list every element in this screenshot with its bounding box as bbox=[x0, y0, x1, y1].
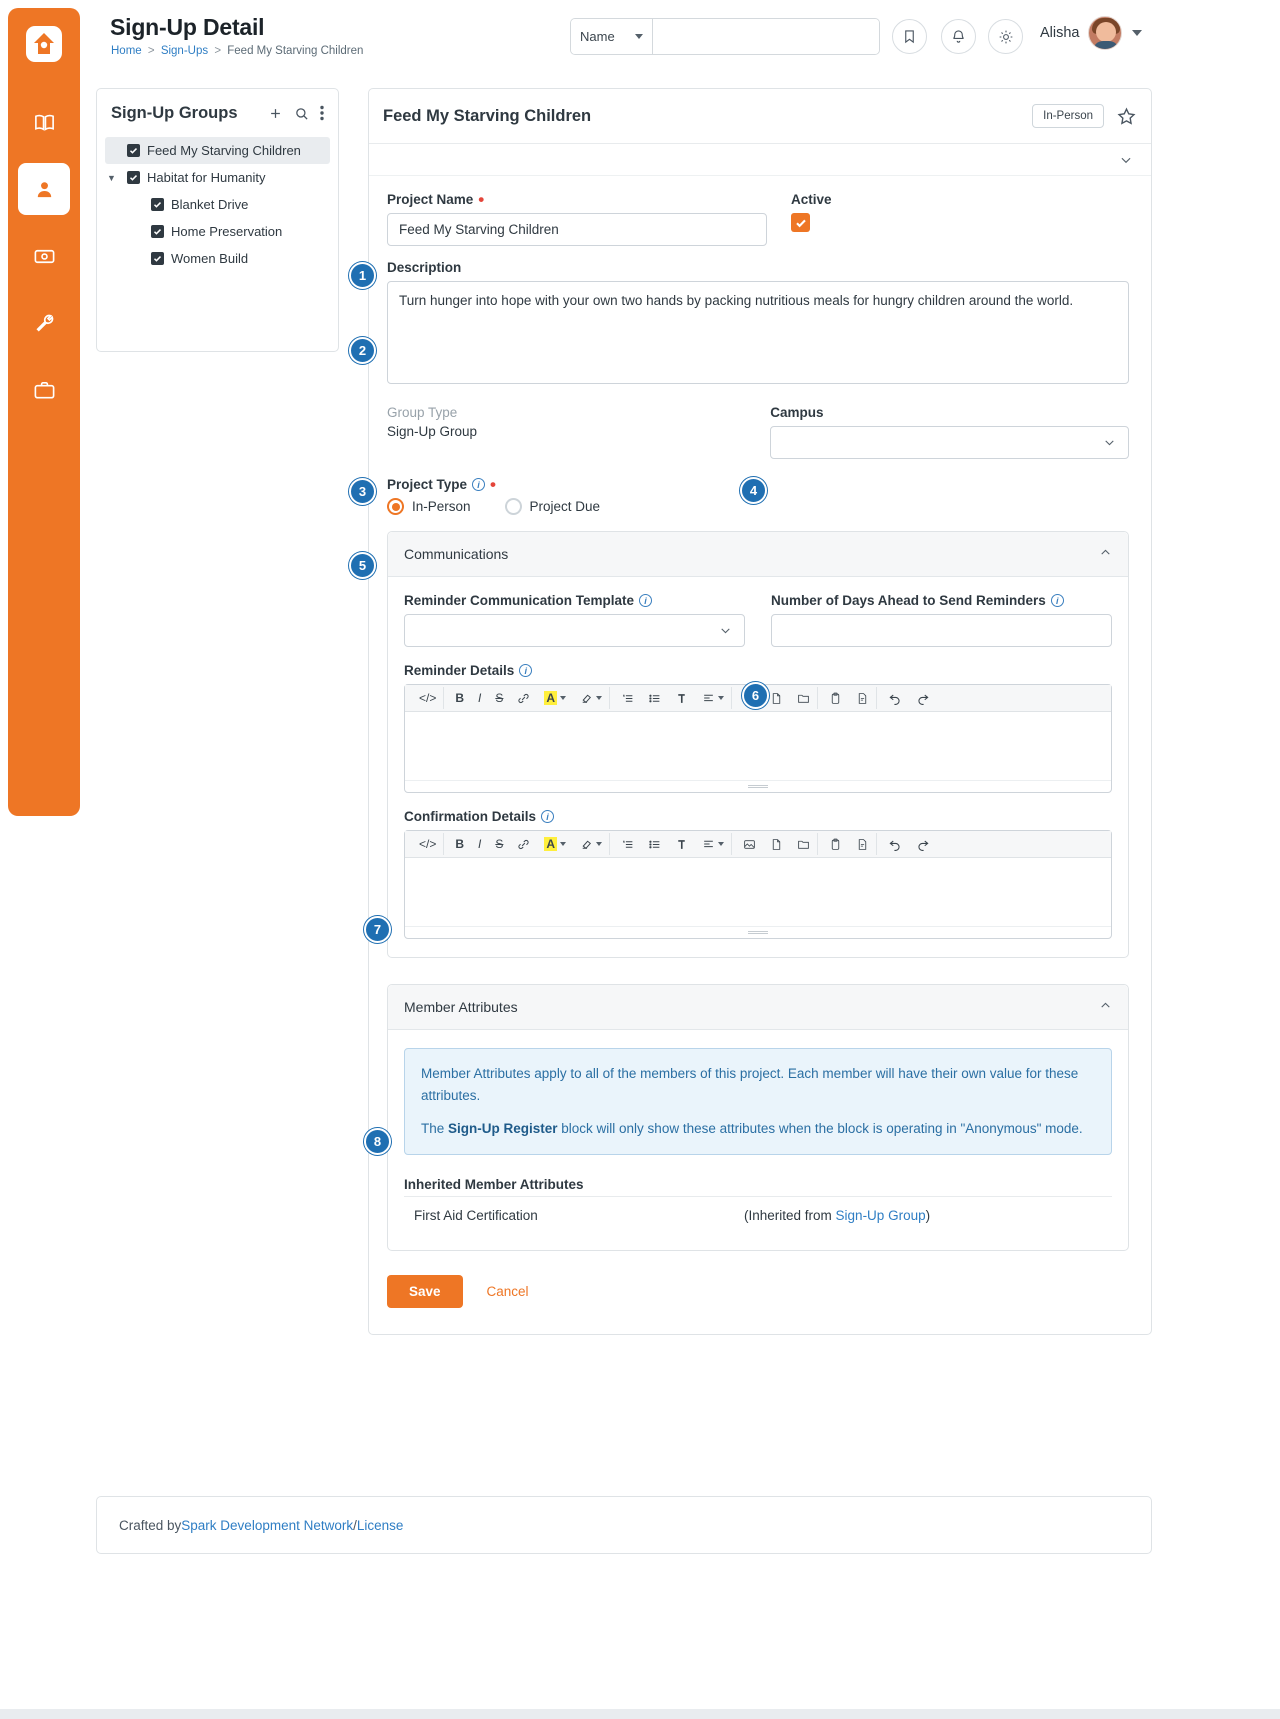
footer bbox=[96, 1496, 1152, 1554]
tree-item-women-build[interactable] bbox=[105, 245, 330, 272]
radio-project-due[interactable] bbox=[505, 498, 601, 515]
search-scope-select[interactable] bbox=[571, 19, 653, 54]
insert-file-icon[interactable] bbox=[763, 833, 790, 855]
chevron-down-icon bbox=[1119, 153, 1133, 167]
signup-detail-card bbox=[358, 88, 1152, 1335]
chevron-down-icon bbox=[719, 624, 732, 637]
radio-in-person[interactable] bbox=[387, 498, 471, 515]
tree-item-habitat-for-humanity[interactable] bbox=[105, 164, 330, 191]
reminder-template-select[interactable] bbox=[404, 614, 745, 647]
checkbox-icon bbox=[151, 198, 164, 211]
radio-label: Project Due bbox=[529, 499, 601, 514]
search-icon[interactable] bbox=[294, 106, 309, 121]
breadcrumb-signups[interactable]: Sign-Ups bbox=[160, 45, 209, 57]
group-type-value: Sign-Up Group bbox=[387, 424, 478, 439]
callout-2: 2 bbox=[349, 337, 376, 364]
rail-item-book[interactable] bbox=[18, 96, 70, 148]
callout-7: 7 bbox=[364, 916, 391, 943]
ordered-list-icon[interactable] bbox=[614, 687, 641, 709]
communications-section bbox=[387, 531, 1129, 958]
folder-icon[interactable] bbox=[790, 687, 818, 709]
checkbox-icon bbox=[127, 144, 140, 157]
insert-image-icon[interactable] bbox=[736, 833, 763, 855]
callout-4: 4 bbox=[740, 477, 767, 504]
unordered-list-icon[interactable] bbox=[641, 833, 668, 855]
callout-6: 6 bbox=[742, 682, 769, 709]
italic-icon[interactable]: I bbox=[478, 691, 482, 705]
attribute-source-link[interactable]: Sign-Up Group bbox=[835, 1207, 926, 1223]
signup-groups-tree bbox=[97, 137, 338, 272]
italic-icon[interactable]: I bbox=[478, 837, 482, 851]
undo-icon[interactable] bbox=[881, 833, 909, 855]
align-icon[interactable] bbox=[695, 687, 732, 709]
breadcrumb-home[interactable]: Home bbox=[111, 45, 142, 57]
user-menu[interactable] bbox=[1040, 16, 1142, 50]
card-collapse-toggle[interactable] bbox=[369, 144, 1151, 176]
search-scope-label: Name bbox=[580, 29, 615, 44]
confirmation-details-input[interactable] bbox=[405, 858, 1111, 926]
bold-icon[interactable]: B bbox=[455, 691, 465, 705]
rail-item-tools[interactable] bbox=[18, 297, 70, 349]
paragraph-format-icon[interactable] bbox=[668, 833, 695, 855]
paste-icon[interactable] bbox=[822, 687, 849, 709]
search-input[interactable] bbox=[653, 19, 879, 54]
member-attributes-info-alert bbox=[404, 1048, 1112, 1155]
member-attributes-header[interactable] bbox=[388, 985, 1128, 1030]
rail-item-finance[interactable] bbox=[18, 230, 70, 282]
info-icon[interactable]: i bbox=[1051, 594, 1064, 607]
rail-item-admin[interactable] bbox=[18, 364, 70, 416]
global-search bbox=[570, 18, 880, 55]
inherited-member-attributes-heading: Inherited Member Attributes bbox=[404, 1176, 584, 1192]
form-actions bbox=[387, 1275, 1129, 1308]
checkbox-icon bbox=[151, 252, 164, 265]
member-attributes-title: Member Attributes bbox=[404, 999, 518, 1015]
tree-item-label: Feed My Starving Children bbox=[147, 143, 301, 158]
paste-icon[interactable] bbox=[822, 833, 849, 855]
favorite-star-icon[interactable] bbox=[1116, 106, 1137, 127]
tree-item-feed-my-starving-children[interactable] bbox=[105, 137, 330, 164]
campus-label: Campus bbox=[770, 405, 824, 420]
project-name-input[interactable] bbox=[387, 213, 767, 246]
campus-select[interactable] bbox=[770, 426, 1129, 459]
signup-groups-panel bbox=[96, 88, 339, 352]
footer-link-spark[interactable]: Spark Development Network bbox=[181, 1517, 354, 1533]
theme-toggle-button[interactable] bbox=[988, 19, 1023, 54]
save-button[interactable]: Save bbox=[387, 1275, 463, 1308]
cancel-button[interactable]: Cancel bbox=[481, 1283, 535, 1300]
paragraph-format-icon[interactable] bbox=[668, 687, 695, 709]
radio-icon bbox=[505, 498, 522, 515]
link-icon[interactable] bbox=[510, 687, 537, 709]
user-name: Alisha bbox=[1040, 25, 1080, 41]
merge-field-icon[interactable] bbox=[849, 687, 877, 709]
callout-5: 5 bbox=[349, 552, 376, 579]
communications-header[interactable] bbox=[388, 532, 1128, 577]
detail-title: Feed My Starving Children bbox=[383, 106, 592, 125]
alert-paragraph-1: Member Attributes apply to all of the members of this project. Each member will have their own value for these attributes. bbox=[421, 1066, 1079, 1103]
project-type-label: Project Type i • bbox=[387, 474, 496, 494]
ellipsis-icon[interactable] bbox=[320, 105, 324, 121]
attribute-name: First Aid Certification bbox=[414, 1207, 538, 1223]
active-label: Active bbox=[791, 192, 832, 207]
days-ahead-input[interactable] bbox=[771, 614, 1112, 647]
project-name-label: Project Name • bbox=[387, 189, 485, 209]
info-icon[interactable]: i bbox=[639, 594, 652, 607]
rock-rms-logo-icon[interactable] bbox=[18, 18, 70, 70]
notifications-button[interactable] bbox=[941, 19, 976, 54]
description-textarea[interactable] bbox=[387, 281, 1129, 384]
avatar bbox=[1088, 16, 1122, 50]
callout-1: 1 bbox=[349, 262, 376, 289]
merge-field-icon[interactable] bbox=[849, 833, 877, 855]
alert-text-strong: Sign-Up Register bbox=[448, 1121, 558, 1137]
breadcrumb bbox=[111, 45, 363, 57]
tree-item-blanket-drive[interactable] bbox=[105, 191, 330, 218]
chevron-down-icon bbox=[1132, 30, 1142, 36]
reminder-details-label: Reminder Details i bbox=[404, 663, 1112, 678]
redo-icon[interactable] bbox=[909, 687, 937, 709]
ordered-list-icon[interactable] bbox=[614, 833, 641, 855]
radio-label: In-Person bbox=[412, 499, 471, 514]
tree-item-label: Habitat for Humanity bbox=[147, 170, 266, 185]
confirmation-details-editor bbox=[404, 830, 1112, 939]
radio-icon bbox=[387, 498, 404, 515]
checkbox-icon bbox=[151, 225, 164, 238]
card-header bbox=[369, 89, 1151, 144]
code-view-icon[interactable]: </> bbox=[412, 833, 444, 855]
tree-item-label: Women Build bbox=[171, 251, 249, 266]
chevron-up-icon[interactable] bbox=[1099, 999, 1112, 1015]
unordered-list-icon[interactable] bbox=[641, 687, 668, 709]
main-navigation-rail bbox=[8, 8, 80, 816]
chevron-down-icon[interactable]: ▼ bbox=[107, 172, 116, 183]
breadcrumb-separator: > bbox=[214, 45, 222, 57]
bottom-strip bbox=[0, 1709, 1280, 1719]
text-color-icon[interactable]: A bbox=[537, 687, 573, 709]
align-icon[interactable] bbox=[695, 833, 732, 855]
chevron-down-icon bbox=[635, 34, 643, 39]
text-color-icon[interactable]: A bbox=[537, 833, 573, 855]
clear-formatting-icon[interactable] bbox=[573, 833, 610, 855]
chevron-up-icon[interactable] bbox=[1099, 546, 1112, 562]
redo-icon[interactable] bbox=[909, 833, 937, 855]
editor-toolbar bbox=[405, 831, 1111, 858]
callout-8: 8 bbox=[364, 1128, 391, 1155]
page-title: Sign-Up Detail bbox=[110, 14, 265, 40]
reminder-template-label: Reminder Communication Template i bbox=[404, 593, 745, 608]
description-label: Description bbox=[387, 260, 462, 275]
tree-item-home-preservation[interactable] bbox=[105, 218, 330, 245]
member-attributes-section bbox=[387, 984, 1129, 1251]
footer-prefix: Crafted by bbox=[119, 1517, 182, 1533]
bookmark-button[interactable] bbox=[892, 19, 927, 54]
reminder-details-input[interactable] bbox=[405, 712, 1111, 780]
tree-item-label: Home Preservation bbox=[171, 224, 283, 239]
required-marker: • bbox=[490, 474, 496, 494]
info-icon[interactable]: i bbox=[472, 478, 485, 491]
attribute-source: (Inherited from Sign-Up Group) bbox=[744, 1207, 931, 1223]
chevron-down-icon bbox=[1103, 436, 1116, 449]
strikethrough-icon[interactable]: S bbox=[495, 691, 504, 705]
info-icon[interactable]: i bbox=[541, 810, 554, 823]
active-checkbox[interactable] bbox=[791, 213, 810, 232]
table-row bbox=[404, 1196, 1112, 1234]
rail-item-people[interactable] bbox=[18, 163, 70, 215]
tree-item-label: Blanket Drive bbox=[171, 197, 249, 212]
footer-link-license[interactable]: License bbox=[356, 1517, 404, 1533]
bold-icon[interactable]: B bbox=[455, 837, 465, 851]
signup-groups-title: Sign-Up Groups bbox=[111, 103, 238, 122]
breadcrumb-separator: > bbox=[147, 45, 155, 57]
confirmation-details-label: Confirmation Details i bbox=[404, 809, 1112, 824]
resize-grip[interactable] bbox=[405, 780, 1111, 792]
link-icon[interactable] bbox=[510, 833, 537, 855]
code-view-icon[interactable]: </> bbox=[412, 687, 444, 709]
communications-title: Communications bbox=[404, 546, 509, 562]
breadcrumb-current: Feed My Starving Children bbox=[227, 45, 364, 57]
clear-formatting-icon[interactable] bbox=[573, 687, 610, 709]
required-marker: • bbox=[478, 189, 485, 209]
info-icon[interactable]: i bbox=[519, 664, 532, 677]
checkbox-icon bbox=[127, 171, 140, 184]
add-icon[interactable] bbox=[268, 106, 283, 121]
alert-paragraph-2 bbox=[421, 1118, 1095, 1140]
footer-divider: / bbox=[353, 1517, 357, 1533]
alert-text-pre: The bbox=[421, 1121, 449, 1137]
days-ahead-label: Number of Days Ahead to Send Reminders i bbox=[771, 593, 1112, 608]
callout-3: 3 bbox=[349, 478, 376, 505]
group-type-label: Group Type bbox=[387, 405, 458, 420]
folder-icon[interactable] bbox=[790, 833, 818, 855]
status-badge: In-Person bbox=[1032, 104, 1104, 128]
signup-groups-header bbox=[97, 89, 338, 137]
card-body bbox=[358, 176, 1151, 1308]
strikethrough-icon[interactable]: S bbox=[495, 837, 504, 851]
alert-text-post: block will only show these attributes when the block is operating in "Anonymous" mode. bbox=[557, 1121, 1083, 1137]
resize-grip[interactable] bbox=[405, 926, 1111, 938]
undo-icon[interactable] bbox=[881, 687, 909, 709]
